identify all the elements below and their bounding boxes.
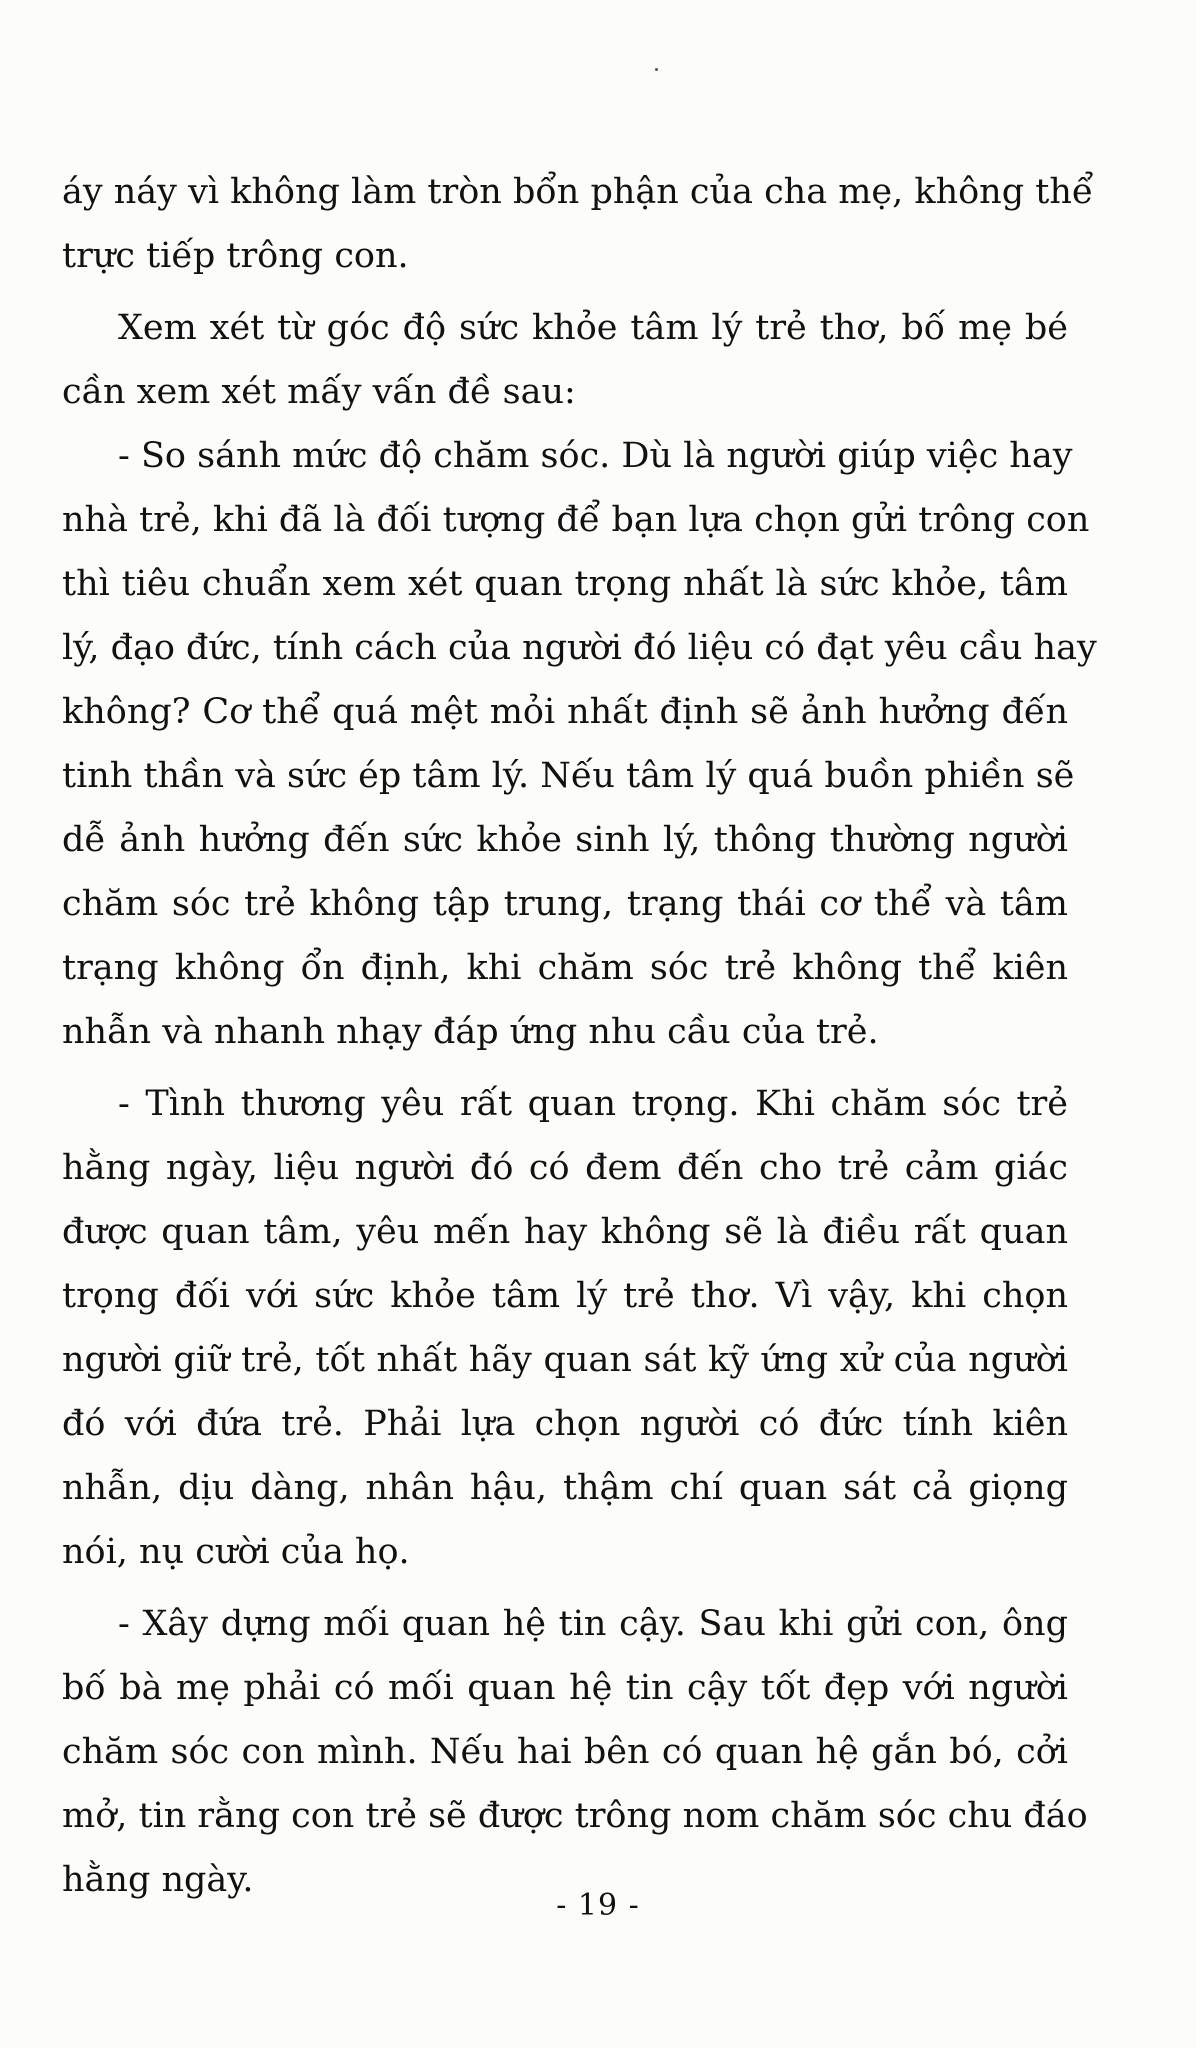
text-line: người giữ trẻ, tốt nhất hãy quan sát kỹ ứng xử của người bbox=[62, 1340, 1068, 1380]
paper-speck bbox=[655, 68, 658, 71]
text-line: đó với đứa trẻ. Phải lựa chọn người có đức tính kiên bbox=[62, 1404, 1068, 1444]
text-line: trực tiếp trông con. bbox=[62, 236, 409, 276]
text-line: trạng không ổn định, khi chăm sóc trẻ không thể kiên bbox=[62, 948, 1068, 988]
text-line: mở, tin rằng con trẻ sẽ được trông nom chăm sóc chu đáo bbox=[62, 1796, 1088, 1836]
text-line: hằng ngày, liệu người đó có đem đến cho trẻ cảm giác bbox=[62, 1148, 1068, 1188]
text-line: được quan tâm, yêu mến hay không sẽ là điều rất quan bbox=[62, 1212, 1068, 1252]
text-line: dễ ảnh hưởng đến sức khỏe sinh lý, thông thường người bbox=[62, 820, 1068, 860]
text-line: bố bà mẹ phải có mối quan hệ tin cậy tốt đẹp với người bbox=[62, 1668, 1068, 1708]
text-line: chăm sóc trẻ không tập trung, trạng thái cơ thể và tâm bbox=[62, 884, 1068, 924]
text-line: nói, nụ cười của họ. bbox=[62, 1532, 410, 1572]
text-line: cần xem xét mấy vấn đề sau: bbox=[62, 372, 576, 412]
paragraph bbox=[62, 424, 1097, 1064]
text-line: thì tiêu chuẩn xem xét quan trọng nhất là sức khỏe, tâm bbox=[62, 564, 1068, 604]
paragraph bbox=[62, 160, 1094, 288]
text-line: - So sánh mức độ chăm sóc. Dù là người giúp việc hay bbox=[118, 436, 1073, 476]
text-line: lý, đạo đức, tính cách của người đó liệu có đạt yêu cầu hay bbox=[62, 628, 1097, 668]
paragraph bbox=[62, 1072, 1068, 1584]
text-line: áy náy vì không làm tròn bổn phận của cha mẹ, không thể bbox=[62, 172, 1094, 212]
paragraph bbox=[62, 1592, 1088, 1912]
text-line: không? Cơ thể quá mệt mỏi nhất định sẽ ảnh hưởng đến bbox=[62, 692, 1068, 732]
text-line: Xem xét từ góc độ sức khỏe tâm lý trẻ thơ, bố mẹ bé bbox=[118, 308, 1068, 348]
text-line: tinh thần và sức ép tâm lý. Nếu tâm lý quá buồn phiền sẽ bbox=[62, 756, 1075, 796]
text-line: chăm sóc con mình. Nếu hai bên có quan hệ gắn bó, cởi bbox=[62, 1732, 1068, 1772]
text-line: - Xây dựng mối quan hệ tin cậy. Sau khi gửi con, ông bbox=[118, 1604, 1068, 1644]
text-line: hằng ngày. bbox=[62, 1860, 254, 1900]
text-line: nhẫn và nhanh nhạy đáp ứng nhu cầu của trẻ. bbox=[62, 1012, 879, 1052]
paragraph bbox=[62, 296, 1068, 424]
body-text bbox=[62, 160, 1097, 1912]
text-line: trọng đối với sức khỏe tâm lý trẻ thơ. Vì vậy, khi chọn bbox=[62, 1276, 1068, 1316]
text-line: nhẫn, dịu dàng, nhân hậu, thậm chí quan sát cả giọng bbox=[62, 1468, 1068, 1508]
page-number: - 19 - bbox=[556, 1888, 640, 1923]
text-line: - Tình thương yêu rất quan trọng. Khi chăm sóc trẻ bbox=[118, 1084, 1068, 1124]
text-line: nhà trẻ, khi đã là đối tượng để bạn lựa chọn gửi trông con bbox=[62, 500, 1090, 540]
